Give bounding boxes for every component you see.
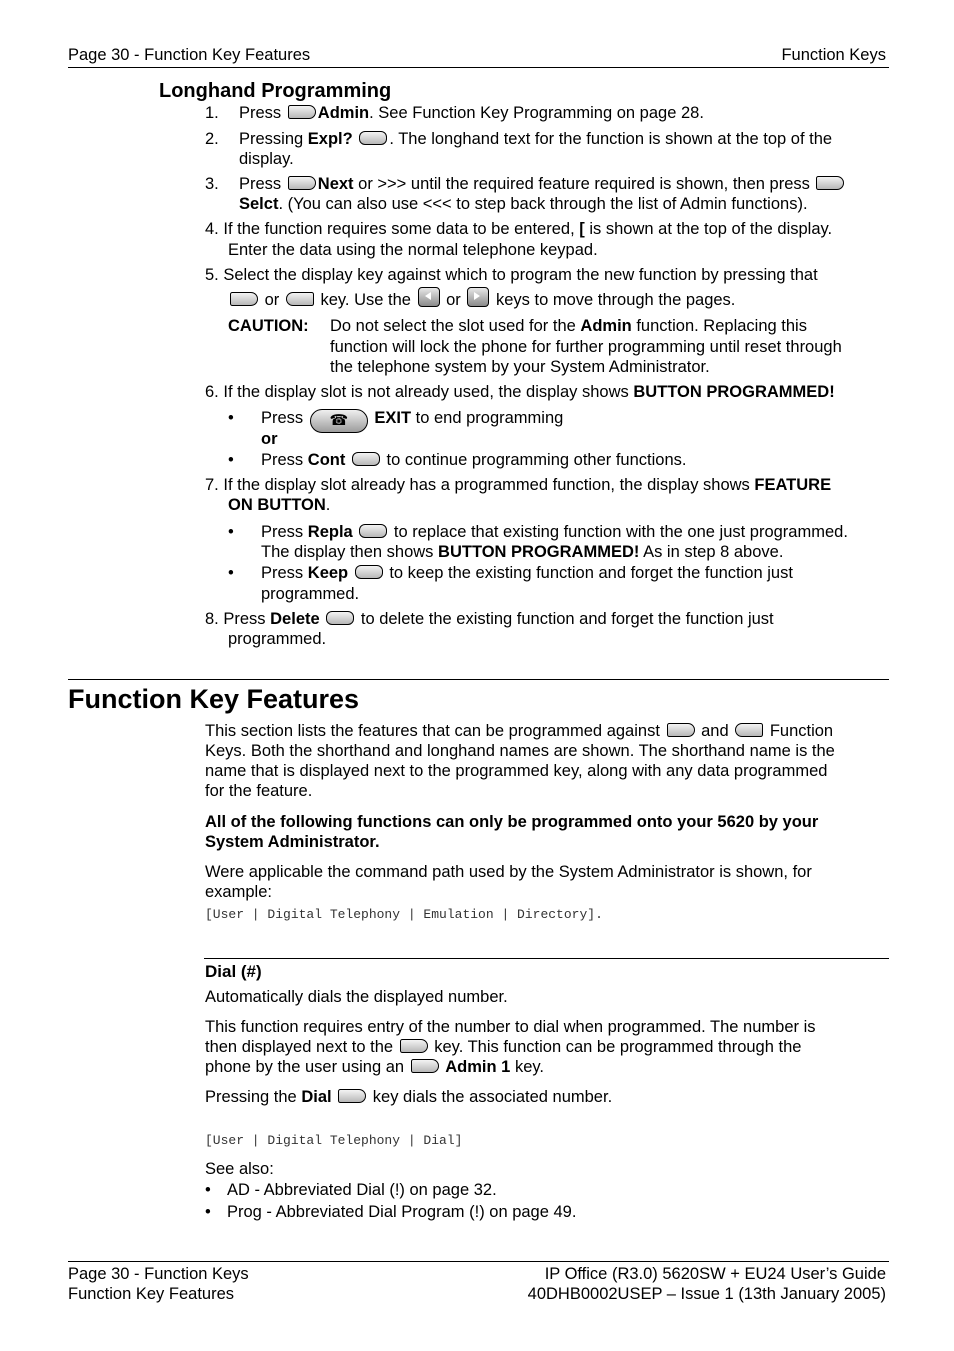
bullet-icon: • xyxy=(228,409,234,427)
fkf-para-1-line-2: Keys. Both the shorthand and longhand names are shown. The shorthand name is the xyxy=(205,742,835,760)
or-label: or xyxy=(261,430,278,448)
step-6-bullet-2: Press Cont to continue programming other functions. xyxy=(261,451,687,469)
section-title-longhand: Longhand Programming xyxy=(159,80,392,102)
footer-left-1: Page 30 - Function Keys xyxy=(68,1265,249,1283)
fkf-note-line-1: All of the following functions can only be programmed onto your 5620 by your xyxy=(205,813,819,831)
fkf-note-line-2: System Administrator. xyxy=(205,833,380,851)
page-right-icon xyxy=(467,287,489,307)
step-7-bullet-2-cont: programmed. xyxy=(261,585,360,603)
fkf-para-3-line-2: example: xyxy=(205,883,272,901)
step-7: 7. If the display slot already has a programmed function, the display shows FEATURE xyxy=(205,476,832,494)
right-display-key-icon xyxy=(400,1039,428,1053)
step-1-number: 1. xyxy=(205,104,219,122)
caution-line-2: function will lock the phone for further programming until reset through xyxy=(330,338,842,356)
right-display-key-icon xyxy=(288,176,316,190)
step-6-bullet-1: Press ☎ EXIT to end programming xyxy=(261,406,563,433)
page-left-icon xyxy=(418,287,440,307)
bullet-icon: • xyxy=(205,1181,211,1199)
exit-phone-key-icon: ☎ xyxy=(310,409,368,433)
subsection-rule xyxy=(204,958,889,959)
step-4-cont: Enter the data using the normal telephone keypad. xyxy=(228,241,598,259)
dial-command-path: [User | Digital Telephony | Dial] xyxy=(205,1133,463,1148)
footer-right-2: 40DHB0002USEP – Issue 1 (13th January 2005) xyxy=(527,1285,886,1303)
step-7-cont: ON BUTTON. xyxy=(228,496,331,514)
step-7-bullet-1-cont: The display then shows BUTTON PROGRAMMED! As in step 8 above. xyxy=(261,543,784,561)
footer-left-2: Function Key Features xyxy=(68,1285,234,1303)
right-display-key-icon xyxy=(816,176,844,190)
see-also-item-1[interactable]: AD - Abbreviated Dial (!) on page 32. xyxy=(227,1181,497,1199)
step-3-cont: Selct. (You can also use <<< to step back through the list of Admin functions). xyxy=(239,195,808,213)
step-3: Press Next or >>> until the required feature required is shown, then press xyxy=(239,174,846,194)
right-display-key-icon xyxy=(338,1089,366,1103)
step-7-bullet-2: Press Keep to keep the existing function and forget the function just xyxy=(261,564,793,582)
header-rule xyxy=(68,67,889,68)
section-rule xyxy=(68,679,889,680)
fkf-para-1-line-1: This section lists the features that can be programmed against and Function xyxy=(205,722,834,740)
caution-line-3: the telephone system by your System Administrator. xyxy=(330,358,710,376)
header-right: Function Keys xyxy=(781,46,886,64)
bullet-icon: • xyxy=(228,451,234,469)
dial-para-2-line-3: phone by the user using an Admin 1 key. xyxy=(205,1058,544,1076)
soft-key-icon xyxy=(355,565,383,579)
see-also-label: See also: xyxy=(205,1160,274,1178)
step-2-number: 2. xyxy=(205,130,219,148)
dial-para-3: Pressing the Dial key dials the associated number. xyxy=(205,1088,613,1106)
fkf-para-1-line-3: name that is displayed next to the programmed key, along with any data programmed xyxy=(205,762,828,780)
footer-rule xyxy=(68,1261,889,1262)
soft-key-icon xyxy=(352,452,380,466)
left-display-key-icon xyxy=(286,292,314,306)
right-display-key-icon xyxy=(667,723,695,737)
step-8: 8. Press Delete to delete the existing function and forget the function just xyxy=(205,610,774,628)
bullet-icon: • xyxy=(205,1203,211,1221)
section-title-function-key-features: Function Key Features xyxy=(68,684,360,714)
dial-para-2-line-1: This function requires entry of the number to dial when programmed. The number is xyxy=(205,1018,816,1036)
step-5-cont: or key. Use the or keys to move through the pages. xyxy=(228,287,735,310)
soft-key-icon xyxy=(359,524,387,538)
soft-key-icon xyxy=(326,611,354,625)
caution-line-1: Do not select the slot used for the Admin function. Replacing this xyxy=(330,317,807,335)
see-also-item-2[interactable]: Prog - Abbreviated Dial Program (!) on page 49. xyxy=(227,1203,577,1221)
caution-label: CAUTION: xyxy=(228,317,309,335)
bullet-icon: • xyxy=(228,564,234,582)
step-2: Pressing Expl? . The longhand text for the function is shown at the top of the xyxy=(239,130,833,148)
dial-para-2-line-2: then displayed next to the key. This function can be programmed through the xyxy=(205,1038,802,1056)
footer-right-1: IP Office (R3.0) 5620SW + EU24 User’s Guide xyxy=(544,1265,886,1283)
soft-key-icon xyxy=(359,131,387,145)
fkf-command-path: [User | Digital Telephony | Emulation | Directory]. xyxy=(205,907,603,922)
right-display-key-icon xyxy=(411,1059,439,1073)
step-1: Press Admin. See Function Key Programming on page 28. xyxy=(239,104,704,122)
step-3-number: 3. xyxy=(205,175,219,193)
right-display-key-icon xyxy=(230,292,258,306)
fkf-para-3-line-1: Were applicable the command path used by the System Administrator is shown, for xyxy=(205,863,812,881)
step-4: 4. If the function requires some data to be entered, [ is shown at the top of the display. xyxy=(205,220,833,238)
right-display-key-icon xyxy=(288,105,316,119)
step-7-bullet-1: Press Repla to replace that existing function with the one just programmed. xyxy=(261,523,848,541)
header-left: Page 30 - Function Key Features xyxy=(68,46,311,64)
step-5: 5. Select the display key against which to program the new function by pressing that xyxy=(205,266,818,284)
step-6: 6. If the display slot is not already used, the display shows BUTTON PROGRAMMED! xyxy=(205,383,835,401)
subsection-title-dial: Dial (#) xyxy=(205,962,262,981)
step-8-cont: programmed. xyxy=(228,630,327,648)
left-display-key-icon xyxy=(735,723,763,737)
dial-para-1: Automatically dials the displayed number. xyxy=(205,988,508,1006)
bullet-icon: • xyxy=(228,523,234,541)
fkf-para-1-line-4: for the feature. xyxy=(205,782,313,800)
step-2-cont: display. xyxy=(239,150,294,168)
